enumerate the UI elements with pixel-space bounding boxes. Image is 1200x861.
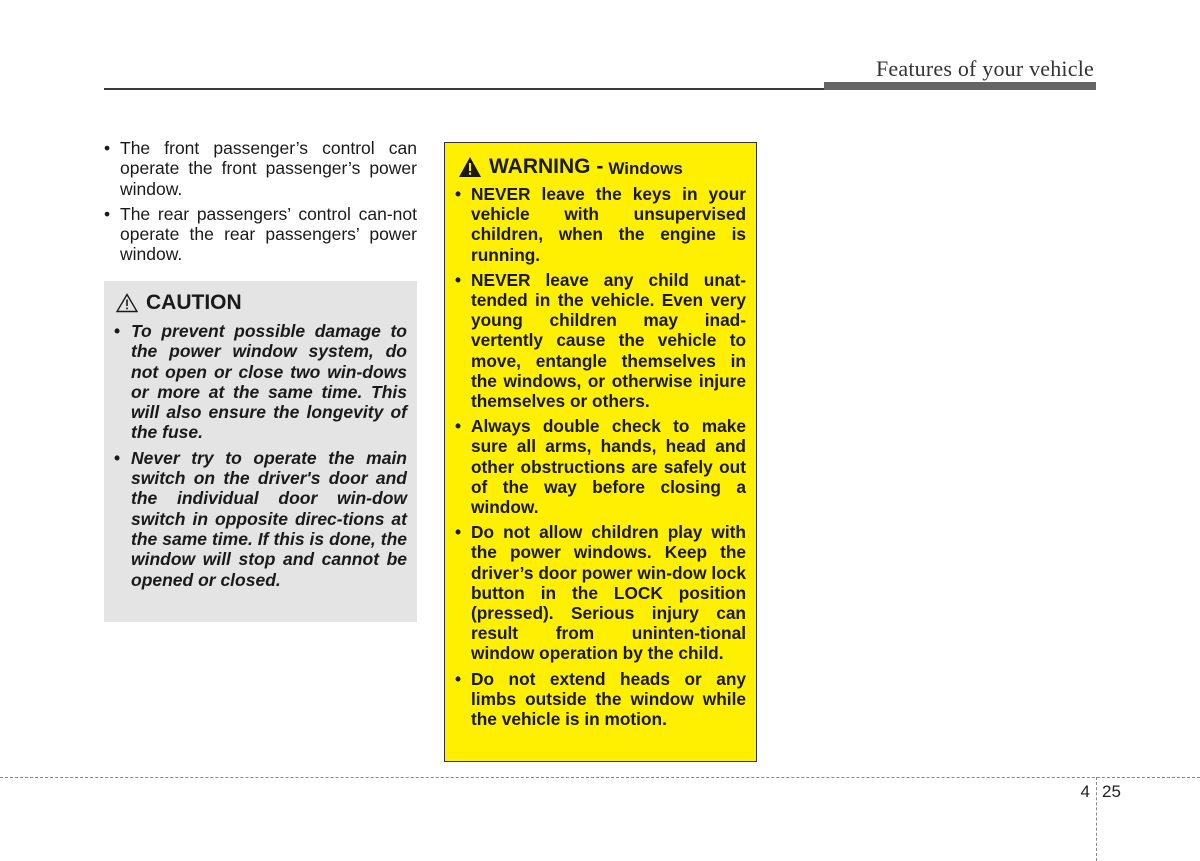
warning-box [444,142,757,762]
warning-subtitle: Windows [608,159,683,178]
header-rule-accent [824,82,1096,90]
warning-item: • NEVER leave any child unat-tended in the vehicle. Even very young children may inad-vertently cause the vehicle to move, entangle themselves in the windows, or otherwise injure themselves or others. [455,270,746,411]
chapter-number: 4 [1080,782,1090,801]
warning-title: WARNING - [489,155,604,178]
caution-item: • To prevent possible damage to the power window system, do not open or close two win-dows or more at the same time. This will also ensure the longevity of the fuse. [114,321,407,443]
warning-item: • Always double check to make sure all arms, hands, head and other obstructions are safely out of the way before closing a window. [455,416,746,517]
warning-item: • NEVER leave the keys in your vehicle with unsupervised children, when the engine is running. [455,184,746,265]
warning-header [455,155,746,179]
section-title: Features of your vehicle [875,56,1094,81]
intro-list [104,138,417,265]
caution-title: CAUTION [146,291,242,314]
page-number: 25 [1102,782,1121,801]
warning-list [455,184,746,729]
intro-bullet: • The front passenger’s control can operate the front passenger’s power window. [104,138,417,199]
header-rule [104,88,824,90]
caution-header [114,291,407,315]
caution-triangle-icon [116,293,138,313]
caution-box [104,281,417,622]
intro-bullet: • The rear passengers’ control can-not operate the rear passengers’ power window. [104,204,417,265]
warning-item: • Do not extend heads or any limbs outside the window while the vehicle is in motion. [455,669,746,730]
footer-divider [0,777,1200,778]
warning-triangle-icon [458,156,482,178]
footer-page-divider [1096,777,1097,861]
intro-text [104,138,417,270]
caution-list [114,321,407,590]
warning-item: • Do not allow children play with the power windows. Keep the driver’s door power win-dow lock button in the LOCK position (pressed). Serious injury can result from uninten-tional window operation by the child. [455,522,746,663]
caution-item: • Never try to operate the main switch on the driver's door and the individual door win-dow switch in opposite direc-tions at the same time. If this is done, the window will stop and cannot be opened or closed. [114,448,407,590]
